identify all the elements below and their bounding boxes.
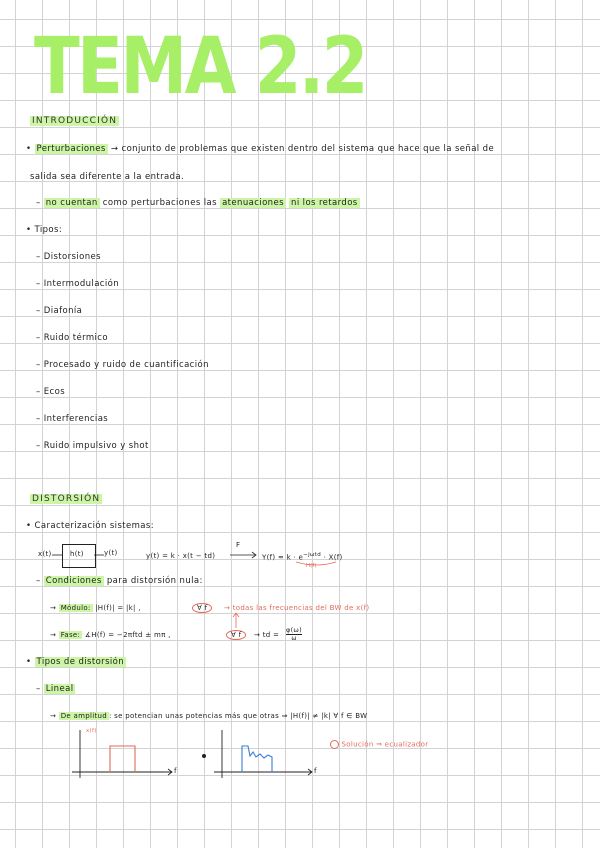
tipos-text: Tipos: [34, 225, 63, 235]
amplitud-term: De amplitud [60, 712, 107, 720]
graph1-rect-signal [110, 746, 135, 772]
equation-tail: · X(f) [323, 553, 343, 562]
tipo-item: – Intermodulación [36, 279, 120, 289]
lineal-label: Lineal [45, 684, 74, 694]
amplitud-rest: : se potencian unas potencias más que otras ⇒ |H(f)| ≠ |k| ∀ f ∈ BW [109, 712, 368, 720]
dash: – [36, 684, 44, 694]
solucion-text: Solución ⇒ ecualizador [341, 740, 429, 749]
arrow: → [50, 712, 59, 720]
tipo-item: – Procesado y ruido de cuantificación [36, 360, 209, 370]
fase-label: Fase: [60, 631, 81, 639]
perturbaciones-definition: → conjunto de problemas que existen dentro del sistema que hace que la señal de [110, 144, 495, 154]
graph-x-label-2: f [314, 767, 317, 775]
bullet: • [26, 657, 35, 667]
fase-forall-circled: ∀ f [226, 630, 246, 640]
tipo-label: Procesado y ruido de cuantificación [43, 360, 209, 370]
note-end: ni los retardos [291, 198, 358, 208]
note-highlight-2: atenuaciones [222, 198, 284, 208]
tipo-label: Interferencias [43, 414, 109, 424]
perturbaciones-definition-cont: salida sea diferente a la entrada. [30, 172, 185, 182]
equation-time: y(t) = k · x(t − td) [146, 552, 216, 560]
fase-tail: → td = [254, 631, 280, 639]
graph-x-label-1: f [174, 767, 177, 775]
arrow: → [50, 604, 59, 612]
tipo-label: Ecos [43, 387, 66, 397]
tipo-label: Ruido térmico [43, 333, 108, 343]
equation-frequency-main: Y(f) = k · e [262, 553, 304, 562]
dash: – [36, 576, 44, 586]
tipo-item: – Ecos [36, 387, 66, 397]
modulo-label: Módulo: [60, 604, 91, 612]
transfer-function-brace [296, 562, 336, 565]
graph-y-label: x(f) [86, 728, 97, 734]
tipo-item: – Ruido térmico [36, 333, 108, 343]
bullet: • [26, 225, 35, 235]
condiciones-term: Condiciones [45, 576, 102, 586]
tipo-item: – Interferencias [36, 414, 109, 424]
transfer-function-label: H(f) [306, 563, 317, 569]
perturbaciones-term: Perturbaciones [36, 144, 106, 154]
note-highlight: no cuentan [45, 198, 98, 208]
tipo-item: – Ruido impulsivo y shot [36, 441, 149, 451]
note-middle: como perturbaciones las [102, 198, 217, 208]
modulo-equation: |H(f)| = |k| , [95, 604, 141, 612]
modulo-forall-circled: ∀ f [192, 603, 212, 613]
modulo-note: → todas las frecuencias del BW de x(f) [224, 604, 370, 612]
bullet: • [26, 521, 35, 531]
fase-fraction-numerator: φ(ω) [286, 626, 303, 634]
tipo-item: – Diafonía [36, 306, 83, 316]
block-input-label: x(t) [38, 550, 52, 558]
page-title: TEMA 2.2 [34, 22, 366, 112]
section-heading-distorsion: DISTORSIÓN [32, 494, 101, 504]
bullet: • [26, 144, 35, 154]
tipo-label: Ruido impulsivo y shot [43, 441, 149, 451]
tipo-item: – Distorsiones [36, 252, 101, 262]
equation-exponent: −jωtd [303, 552, 322, 558]
block-output-label: y(t) [104, 549, 118, 557]
tipo-label: Diafonía [43, 306, 83, 316]
tipo-label: Distorsiones [43, 252, 101, 262]
tipo-label: Intermodulación [43, 279, 120, 289]
tipos-distorsion-heading: Tipos de distorsión [36, 657, 125, 667]
fase-equation: ∡H(f) = −2πftd ± mπ , [84, 631, 171, 639]
arrow: → [50, 631, 59, 639]
operator-dot [202, 754, 206, 758]
caracterizacion-text: Caracterización sistemas: [34, 521, 155, 531]
graph2-distorted-signal [242, 746, 272, 772]
dash: – [36, 198, 44, 208]
fase-fraction-denominator: ω [291, 635, 297, 642]
fourier-arrow-label: F [236, 541, 241, 549]
block-label: h(t) [70, 550, 84, 558]
condiciones-rest: para distorsión nula: [106, 576, 203, 586]
section-heading-introduccion: INTRODUCCIÓN [32, 116, 118, 126]
